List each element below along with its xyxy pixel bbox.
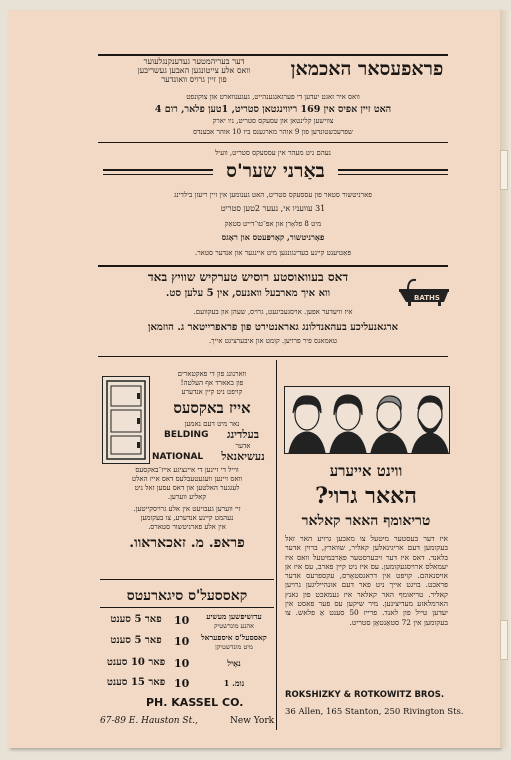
icebox-p10: אין אלע פארניטשור סטארס.: [148, 523, 226, 531]
kassel-row4-qty: 10: [174, 677, 190, 690]
barney-rule-right: [338, 169, 448, 171]
icebox-illustration: [102, 376, 150, 464]
bath-line3: איז וויעדער אפען. אויסגעביגעט, גרויס, שעהן און בעקוועם.: [193, 308, 353, 316]
barney-rule-left: [103, 169, 213, 171]
icebox-p4: ווייל די זיינען די איינציגע אייז־באקסעס: [135, 466, 239, 474]
bath-line2: ווא איך מארבעל וואנעס, אין 5 עלען סט.: [165, 288, 331, 299]
icebox-p5: וואס זיינען וועגעטעבלעס דאס אייז האלט: [131, 475, 243, 483]
ad-border-top: [98, 54, 448, 56]
prof-head1: דער בעריהמטער געדענקנגלעוער: [143, 57, 245, 66]
kassel-company: PH. KASSEL CO.: [146, 696, 244, 709]
page-tab: [500, 620, 508, 660]
kassel-row4-name: נומ. 1: [223, 678, 245, 688]
kassel-row3-qty: 10: [174, 657, 190, 670]
hair-address: 36 Allen, 165 Stanton, 250 Rivington Sts.: [285, 707, 464, 717]
portraits-icon: [285, 387, 449, 453]
ad-divider: [100, 579, 274, 580]
kassel-row4-price: פאר 15 סענט: [106, 677, 166, 688]
kassel-row1-price: פאר 5 סענט: [110, 614, 162, 625]
hair-h3: טריאומף האאר קאלאר: [301, 513, 431, 529]
icebox-p9: נעהמט קיינע אנדערע, צו בעקומען: [140, 514, 234, 522]
hair-h1: ווינט אייערע: [329, 462, 403, 480]
prof-head2: וואס אלע צייטונגען האבען געשריבען: [137, 66, 251, 75]
kassel-row2-name: קאססעל'ס איספעראל: [201, 633, 267, 642]
bath-line5: טאמאנס פיר פרויען. קומט און איבערציגט אייך.: [208, 337, 338, 345]
portraits-illustration: [284, 386, 450, 454]
ad-divider: [98, 142, 448, 143]
icebox-w3: קויפט ניט קיין אנדערע: [181, 388, 243, 396]
kassel-address: 67-89 E. Hauston St.,: [100, 716, 198, 726]
kassel-title: קאססעל'ס סיגארעטס: [126, 588, 248, 604]
bathtub-illustration: [396, 274, 452, 308]
barney-rule-right2: [338, 174, 448, 175]
bath-line4: ארגאנעליכע בעהאנדלונג גאראנטירט פון פראפרייטאר ג. הוזמאן: [147, 322, 399, 333]
kassel-row1-name: עדזשיפשען מעשיע: [206, 612, 262, 621]
barney-l3: מיט 8 פלאָרן און אפּ־טו־דייט סטאַק: [224, 220, 322, 228]
hair-company: ROKSHIZKY & ROTKOWITZ BROS.: [285, 690, 445, 700]
barney-l1: פארניטשור סטאר פון עססעקס סטריט, האט גענומען אין זיין ריעזן בילדינג: [174, 191, 372, 199]
kassel-row1-sub: אהנע מונדשטיק: [214, 622, 254, 630]
icebox-w1: ווארנונג פון די פאקטארים: [177, 370, 247, 378]
bath-sign: BATHS: [414, 294, 440, 302]
prof-line1: וואס איר זאגט יעדען די פערגאנגענהייט, געגענווארט און צוקונפט: [186, 93, 360, 101]
barney-title: באַרני שער'ס: [226, 160, 325, 182]
magazine-page: [8, 10, 500, 748]
icebox-or: אדער: [235, 442, 251, 450]
prof-line3: צווישען קלינטאן און עסעקס סטריט, ניו יארק: [212, 117, 334, 125]
ad-divider: [98, 356, 448, 357]
prof-line2: האט זיין אפיס אין 169 ריווינגטאן סטריט, 1טען פלאר, רום 4: [154, 104, 392, 115]
prof-title: פראפעסאר האכמאן: [290, 58, 444, 80]
prof-head3: פון זיין גרויס וואונדער: [161, 75, 227, 84]
icebox-icon: [103, 377, 149, 463]
icebox-p1: נאר מיט דעם נאמען: [184, 420, 240, 428]
brand-belding: BELDING: [164, 430, 209, 440]
prof-line4: שפרעכשטונדען פון 9 אוהר מארגענס ביז 10 אוהר אבענדס: [193, 128, 353, 136]
icebox-p3: נעשיאנאל: [221, 450, 265, 463]
barney-l5: פּאַטיענט קיינע בעדינגונגען מיט איינגער און אנדער סטאר.: [194, 249, 352, 257]
barney-rule-left2: [103, 174, 213, 175]
barney-l4: פאַרניטשור, קאַרפּעטס און ראַגס: [221, 232, 325, 242]
kassel-row2-price: פאר 5 סענט: [110, 635, 162, 646]
kassel-city: New York: [230, 716, 275, 726]
kassel-row2-sub: מיט מונדשטיקן: [215, 643, 253, 651]
icebox-w2: פון באארד אף העלטה!: [180, 379, 244, 387]
hair-body: איז דער בעסטער מיטעל צו מאכען גרויע האר זאל בעקומען דעם אריגינאלען קאליר, שווארץ, ברוין אדער בלאנד. דאס איז דער זיכערסטער פאַרבמיטעל וואס איז יעמאלס ארויסגעקומען. עס איז ניט קיין פארב, עס איז אן אויסנאהם. קויפט אין דראגסטאָרס, עקספרעס אדער פראכט. בויגט אייך ניט פאר דעם אונהייליגען גרויען קאליר. טריאומף האר קאלאר איז געמאכט פון גאנץ הארמלאזע מעדיצינען. מיר שיקען עס פער פאסט אין יעדען טייל פון לאנד. פרייז 50 סענט אַ פלאש. צו בעקומען אין 72 סטאַנטאָן סטריט.: [285, 534, 448, 627]
icebox-p8: זיי ווערען געבויעט אין אלע גרויסקייטען.: [133, 505, 241, 513]
kassel-row3-name: נאָיל: [227, 658, 241, 668]
barney-l2: 31 עוועניו אי, נעער 2טען סטריט: [220, 204, 326, 213]
barney-top: נעהם ניט מעהר אין עססעקס סטריט, וועיל: [215, 149, 331, 157]
kassel-rule: [100, 607, 274, 608]
hair-h2: האאר גרוי?: [315, 483, 417, 509]
icebox-title: אייז באקסעס: [173, 399, 251, 417]
page-tab: [500, 150, 508, 190]
kassel-row3-price: פאר 10 סענט: [106, 657, 166, 668]
ad-divider: [98, 265, 448, 267]
brand-national: NATIONAL: [152, 452, 204, 462]
icebox-p7: קאליע ווערען.: [167, 493, 207, 501]
kassel-row2-qty: 10: [174, 635, 190, 648]
column-divider: [276, 360, 277, 730]
icebox-sign: פראפ. מ. זאכאראוו.: [129, 535, 245, 551]
kassel-row1-qty: 10: [174, 614, 190, 627]
icebox-p6: לעגגער האלטען און דאס עסען זאל ניט: [134, 484, 240, 492]
icebox-p2: בעלדינג: [226, 428, 260, 441]
bath-line1: דאס בעוואוסטע רוסיש טערקיש שוויץ באד: [147, 270, 349, 284]
